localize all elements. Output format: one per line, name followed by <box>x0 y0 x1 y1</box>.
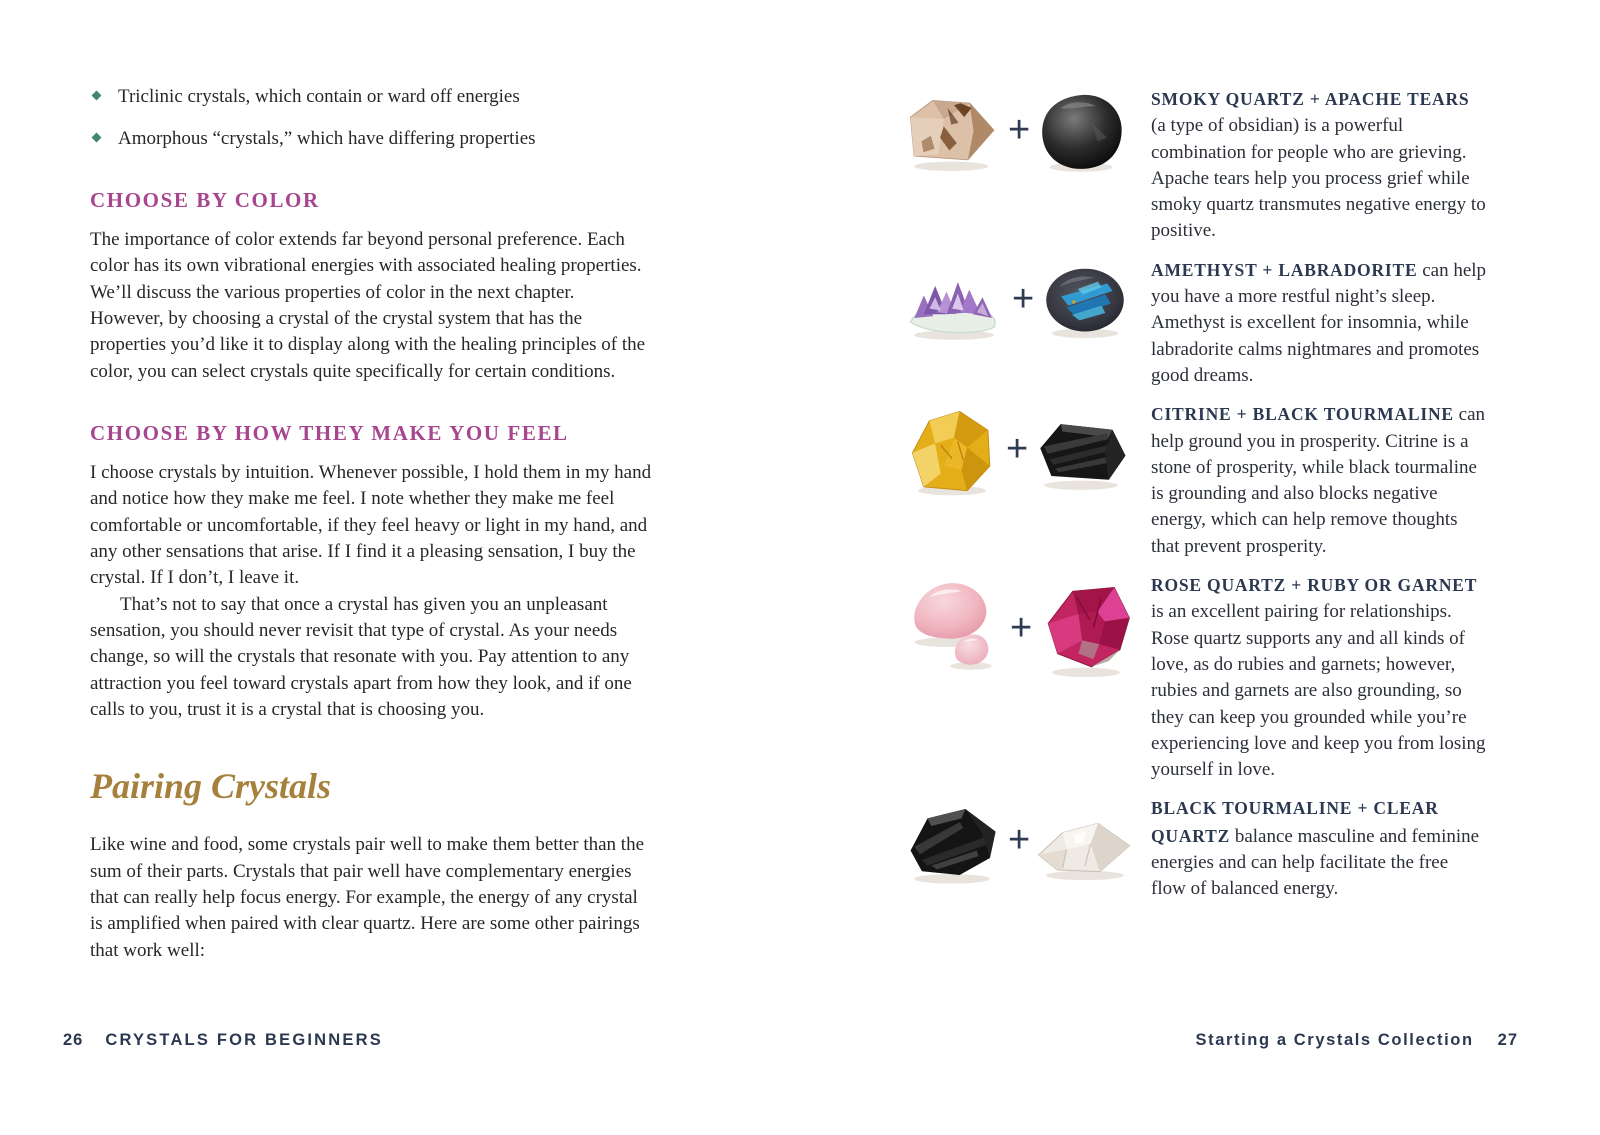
bullet-text: Triclinic crystals, which contain or ward off energies <box>118 86 520 107</box>
pairing-images <box>903 257 1151 343</box>
black-tourmaline-icon <box>903 797 1005 887</box>
plus-icon: + <box>1010 607 1033 650</box>
page-number: 26 <box>63 1031 84 1049</box>
pairing-row <box>903 572 1535 783</box>
rose-quartz-icon <box>903 574 1007 686</box>
paragraph: The importance of color extends far beyond personal preference. Each color has its own vibrational energies with associated healing properties. We’ll discuss the various properties of color in the next chapter. However, by choosing a crystal of the crystal system that has the properties you’d like it to display along with the healing principles of the color, you can select crystals quite specifically for certain conditions. <box>90 229 646 382</box>
page-number: 27 <box>1497 1031 1518 1049</box>
labradorite-icon <box>1037 261 1133 341</box>
pairing-body: balance masculine and feminine energies and can help facilitate the free flow of balanced energy. <box>1151 825 1480 900</box>
pairing-images <box>903 86 1151 176</box>
pairing-body: can help you have a more restful night’s sleep. Amethyst is excellent for insomnia, while labradorite calms nightmares and promotes good dreams. <box>1151 259 1487 386</box>
pairing-text <box>1151 86 1487 245</box>
pairing-row <box>903 401 1535 560</box>
pairing-row <box>903 257 1535 389</box>
section-heading-choose-by-color: CHOOSE BY COLOR <box>90 188 320 212</box>
pairing-body: is an excellent pairing for relationships. Rose quartz supports any and all kinds of love, as do rubies and garnets; however, rubies and garnets are also grounding, so they can keep you grounded while you’re experiencing love and keep you from losing yourself in love. <box>1151 601 1486 781</box>
plus-icon: + <box>1008 109 1031 151</box>
pairing-row <box>903 795 1535 902</box>
citrine-icon <box>903 403 1003 499</box>
pairing-title: CITRINE + BLACK TOURMALINE <box>1151 404 1454 425</box>
pairing-title: AMETHYST + LABRADORITE <box>1151 259 1418 280</box>
book-title: CRYSTALS FOR BEGINNERS <box>105 1031 383 1049</box>
bullet-text: Amorphous “crystals,” which have differing properties <box>118 128 536 149</box>
right-page-footer <box>1196 1031 1519 1050</box>
list-item <box>90 84 652 110</box>
section-heading-choose-by-feel: CHOOSE BY HOW THEY MAKE YOU FEEL <box>90 420 569 445</box>
paragraph: That’s not to say that once a crystal has given you an unpleasant sensation, you should never revisit that type of crystal. As your needs change, so will the crystals that resonate with you. Pay attention to any attraction you feel toward crystals apart from how they look, and if one calls to you, trust it is a crystal that is choosing you. <box>90 593 632 720</box>
pairing-row <box>903 86 1535 245</box>
plus-icon: + <box>1008 819 1031 862</box>
black-tourmaline-icon <box>1031 408 1131 494</box>
pairing-text <box>1151 257 1487 389</box>
plus-icon: + <box>1006 428 1029 471</box>
pairing-text <box>1151 795 1487 902</box>
pairing-images <box>903 795 1151 887</box>
paragraph: I choose crystals by intuition. Whenever possible, I hold them in my hand and notice how they make me feel. I note whether they make me feel comfortable or uncomfortable, if they feel heavy or light in my hand, and any other sensations that arise. If I find it a pleasing sensation, I buy the crystal. If I don’t, I leave it. <box>90 462 652 589</box>
pairing-title: SMOKY QUARTZ + APACHE TEARS <box>1151 89 1470 109</box>
clear-quartz-icon <box>1033 800 1137 884</box>
left-page <box>90 84 652 964</box>
pairing-images <box>903 572 1151 686</box>
left-page-footer <box>63 1031 383 1050</box>
pairing-body: can help ground you in prosperity. Citrine is a stone of prosperity, while black tourmaline is grounding and also blocks negative energy, which can help remove thoughts that prevent prosperity. <box>1151 404 1486 557</box>
pairing-body: (a type of obsidian) is a powerful combination for people who are grieving. Apache tears help you process grief while smoky quartz transmutes negative energy to positive. <box>1151 115 1486 242</box>
pairing-title: ROSE QUARTZ + RUBY OR GARNET <box>1151 575 1478 596</box>
right-page <box>903 86 1535 915</box>
pairing-text <box>1151 401 1487 560</box>
pairing-title: BLACK TOURMALINE + CLEAR QUARTZ <box>1151 798 1439 846</box>
diamond-bullet-icon <box>92 91 102 101</box>
amethyst-icon <box>903 259 1009 343</box>
paragraph: Like wine and food, some crystals pair well to make them better than the sum of their parts. Crystals that pair well have complementary energies that can really help focus energy. For example, the energy of any crystal is amplified when paired with clear quartz. Here are some other pairings that work well: <box>90 834 644 961</box>
chapter-heading-pairing-crystals: Pairing Crystals <box>90 766 332 807</box>
smoky-quartz-icon <box>903 88 1005 176</box>
diamond-bullet-icon <box>92 133 102 143</box>
list-item <box>90 126 652 152</box>
apache-tears-icon <box>1033 88 1129 176</box>
pairing-text <box>1151 572 1487 783</box>
chapter-title: Starting a Crystals Collection <box>1195 1031 1474 1049</box>
plus-icon: + <box>1012 277 1035 320</box>
ruby-garnet-icon <box>1035 578 1135 682</box>
pairing-images <box>903 401 1151 499</box>
